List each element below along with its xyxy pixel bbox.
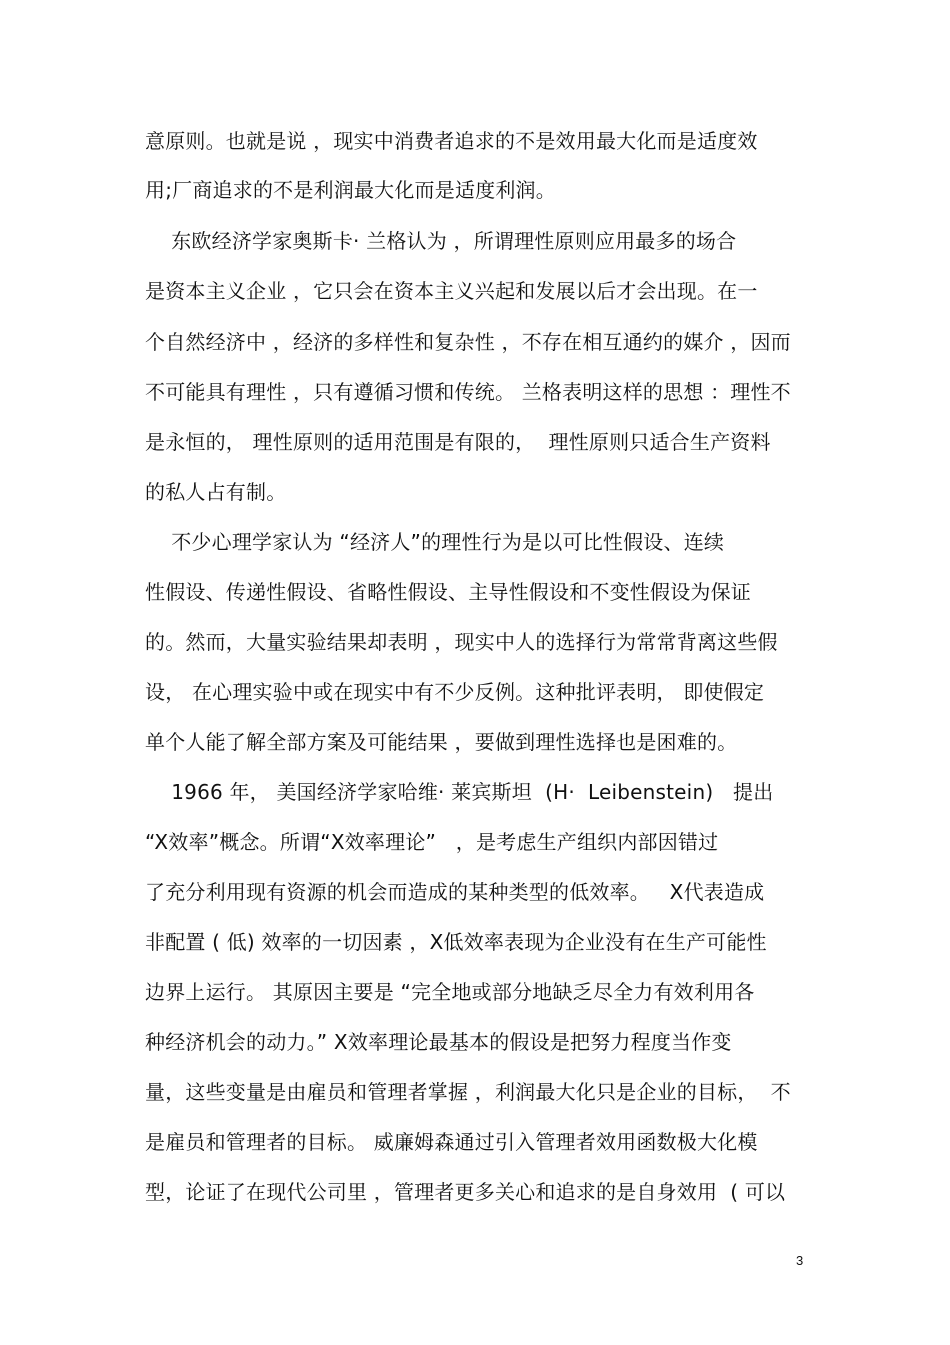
text-line: 种经济机会的动力。” X效率理论最基本的假设是把努力程度当作变 — [145, 1030, 732, 1054]
text-line: 个自然经济中 ，经济的多样性和复杂性 ，不存在相互通约的媒介 ，因而 — [145, 330, 791, 354]
text-line: 不少心理学家认为 “经济人”的理性行为是以可比性假设、连续 — [145, 530, 725, 554]
text-line: 非配置 ( 低) 效率的一切因素 ，X低效率表现为企业没有在生产可能性 — [145, 930, 767, 954]
text-line: 单个人能了解全部方案及可能结果 ，要做到理性选择也是困难的。 — [145, 730, 738, 754]
text-line: 边界上运行。 其原因主要是 “完全地或部分地缺乏尽全力有效利用各 — [145, 980, 755, 1004]
text-line: 的私人占有制。 — [145, 480, 287, 504]
text-line: 1966 年， 美国经济学家哈维· 莱宾斯坦 (H· Leibenstein) 提出 — [145, 780, 774, 804]
page-number: 3 — [796, 1253, 804, 1268]
text-line: 性假设、传递性假设、省略性假设、主导性假设和不变性假设为保证 — [145, 580, 751, 604]
text-line: 是永恒的， 理性原则的适用范围是有限的， 理性原则只适合生产资料 — [145, 430, 771, 454]
text-line: 型，论证了在现代公司里 ，管理者更多关心和追求的是自身效用 ( 可以 — [145, 1180, 786, 1204]
text-line: 不可能具有理性 ，只有遵循习惯和传统。 兰格表明这样的思想 ：理性不 — [145, 380, 791, 404]
text-line: 东欧经济学家奥斯卡· 兰格认为 ，所谓理性原则应用最多的场合 — [145, 229, 737, 253]
text-line: 量，这些变量是由雇员和管理者掌握 ，利润最大化只是企业的目标， 不 — [145, 1080, 791, 1104]
text-line: 了充分利用现有资源的机会而造成的某种类型的低效率。 X代表造成 — [145, 880, 765, 904]
text-line: 设， 在心理实验中或在现实中有不少反例。这种批评表明， 即使假定 — [145, 680, 765, 704]
text-line: 是资本主义企业 ，它只会在资本主义兴起和发展以后才会出现。在一 — [145, 279, 758, 303]
text-line: 的。然而，大量实验结果却表明 ，现实中人的选择行为常常背离这些假 — [145, 630, 778, 654]
text-line: 用;厂商追求的不是利润最大化而是适度利润。 — [145, 178, 556, 202]
text-line: 意原则。也就是说 ，现实中消费者追求的不是效用最大化而是适度效 — [145, 129, 758, 153]
text-line: 是雇员和管理者的目标。 威廉姆森通过引入管理者效用函数极大化模 — [145, 1130, 758, 1154]
text-line: “X效率”概念。所谓“X效率理论” ，是考虑生产组织内部因错过 — [145, 830, 719, 854]
